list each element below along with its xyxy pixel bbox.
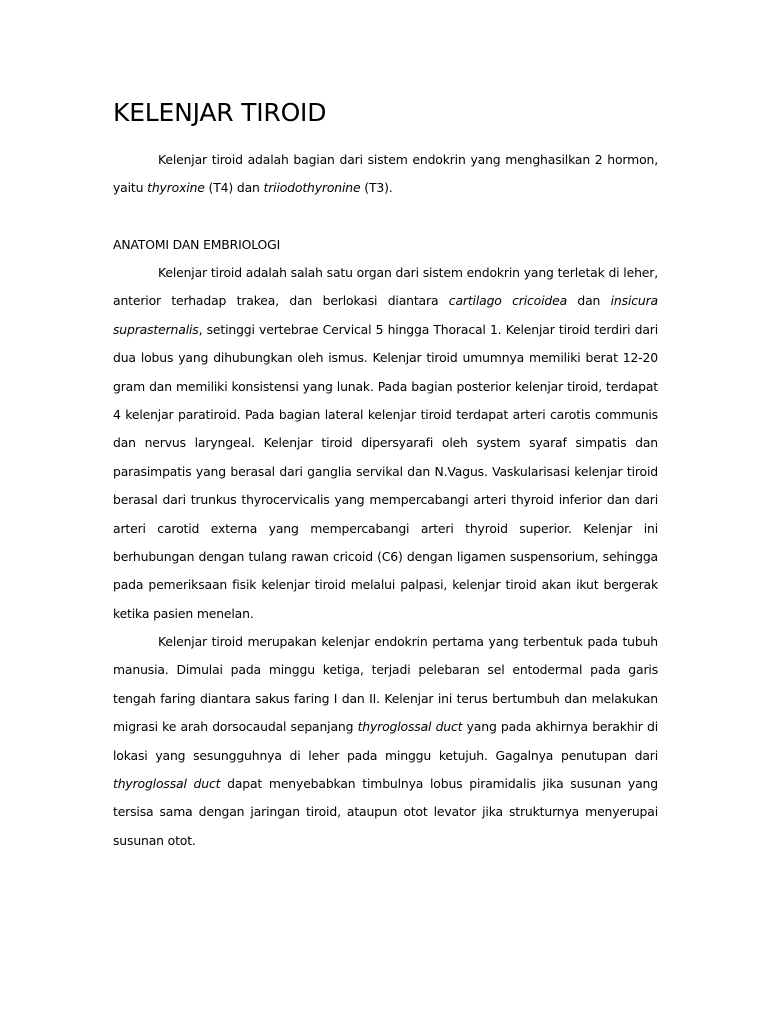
anatomy-term-cartilago: cartilago cricoidea xyxy=(448,293,568,309)
embryology-text-1: Kelenjar tiroid merupakan kelenjar endokrin pertama yang terbentuk pada tubuh manusia. Dimulai pada minggu ketiga, terjadi pelebaran sel entodermal pada garis tengah faring diantara sakus faring I dan II. Kelenjar ini terus bertumbuh dan melakukan migrasi ke arah dorsocaudal sepanjang xyxy=(113,634,658,735)
document-title: KELENJAR TIROID xyxy=(113,98,327,127)
document-page xyxy=(113,0,658,1024)
embryology-term-duct-1: thyroglossal duct xyxy=(357,719,463,735)
anatomy-text-2: dan xyxy=(567,293,611,309)
embryology-text-2: yang pada akhirnya berakhir di lokasi yang sesungguhnya di leher pada minggu ketujuh. Gagalnya penutupan dari xyxy=(113,719,658,763)
anatomy-text-1: Kelenjar tiroid adalah salah satu organ dari sistem endokrin yang terletak di leher, anterior terhadap trakea, dan berlokasi diantara xyxy=(113,265,658,309)
embryology-text-3: dapat menyebabkan timbulnya lobus piramidalis jika susunan yang tersisa sama dengan jaringan tiroid, ataupun otot levator jika strukturnya menyerupai susunan otot. xyxy=(113,776,658,848)
anatomy-paragraph xyxy=(113,259,658,628)
anatomy-term-insicura: insicura suprasternalis xyxy=(113,293,658,337)
intro-term-thyroxine: thyroxine xyxy=(147,180,205,196)
intro-text-1: Kelenjar tiroid adalah bagian dari sistem endokrin yang menghasilkan 2 hormon, yaitu xyxy=(113,152,658,196)
intro-text-2: (T4) dan xyxy=(204,180,264,196)
section-heading: ANATOMI DAN EMBRIOLOGI xyxy=(113,237,281,252)
embryology-term-duct-2: thyroglossal duct xyxy=(113,776,221,792)
embryology-paragraph xyxy=(113,628,658,855)
anatomy-text-3: , setinggi vertebrae Cervical 5 hingga Thoracal 1. Kelenjar tiroid terdiri dari dua lobus yang dihubungkan oleh ismus. Kelenjar tiroid umumnya memiliki berat 12-20 gram dan memiliki konsistensi yang lunak. Pada bagian posterior kelenjar tiroid, terdapat 4 kelenjar paratiroid. Pada bagian lateral kelenjar tiroid terdapat arteri carotis communis dan nervus laryngeal. Kelenjar tiroid dipersyarafi oleh system syaraf simpatis dan parasimpatis yang berasal dari ganglia servikal dan N.Vagus. Vaskularisasi kelenjar tiroid berasal dari trunkus thyrocervicalis yang mempercabangi arteri thyroid inferior dan dari arteri carotid externa yang mempercabangi arteri thyroid superior. Kelenjar ini berhubungan dengan tulang rawan cricoid (C6) dengan ligamen suspensorium, sehingga pada pemeriksaan fisik kelenjar tiroid melalui palpasi, kelenjar tiroid akan ikut bergerak ketika pasien menelan. xyxy=(113,321,658,621)
intro-text-3: (T3). xyxy=(360,180,393,196)
intro-term-triiodothyronine: triiodothyronine xyxy=(263,180,361,196)
intro-paragraph xyxy=(113,146,658,203)
